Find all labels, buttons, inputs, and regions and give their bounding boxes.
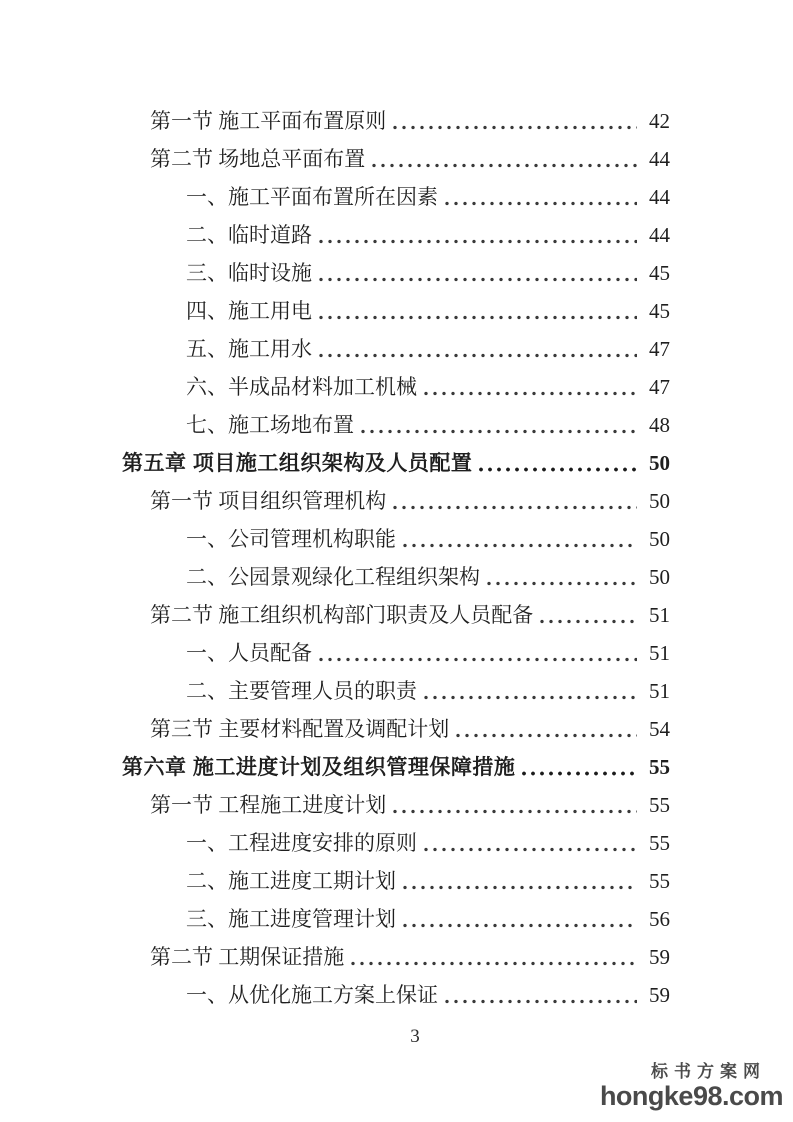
- watermark-site-url: hongke98.com: [599, 1081, 783, 1111]
- dotted-leader: [361, 429, 637, 434]
- toc-entry-section[interactable]: [122, 932, 670, 970]
- dotted-leader: [540, 619, 637, 624]
- toc-entry-page-number: 55: [649, 830, 670, 855]
- toc-entry-item[interactable]: [122, 818, 670, 856]
- toc-entry-label: 二、公园景观绿化工程组织架构: [186, 564, 480, 589]
- dotted-leader: [403, 885, 637, 890]
- dotted-leader: [393, 125, 637, 130]
- toc-entry-page-number: 51: [649, 640, 670, 665]
- toc-entry-label: 一、公司管理机构职能: [186, 526, 396, 551]
- dotted-leader: [403, 923, 637, 928]
- toc-entry-page-number: 59: [649, 982, 670, 1007]
- toc-entry-label: 二、施工进度工期计划: [186, 868, 396, 893]
- toc-entry-page-number: 51: [649, 602, 670, 627]
- toc-entry-page-number: 56: [649, 906, 670, 931]
- toc-entry-page-number: 42: [649, 108, 670, 133]
- toc-entry-label: 五、施工用水: [186, 336, 312, 361]
- toc-entry-section[interactable]: [122, 780, 670, 818]
- toc-entry-label: 第一节 施工平面布置原则: [150, 108, 387, 133]
- dotted-leader: [393, 505, 637, 510]
- toc-entry-item[interactable]: [122, 628, 670, 666]
- dotted-leader: [319, 277, 637, 282]
- toc-entry-page-number: 48: [649, 412, 670, 437]
- dotted-leader: [351, 961, 637, 966]
- dotted-leader: [487, 581, 637, 586]
- toc-entry-page-number: 44: [649, 222, 670, 247]
- toc-entry-label: 一、人员配备: [186, 640, 312, 665]
- toc-entry-item[interactable]: [122, 362, 670, 400]
- toc-entry-item[interactable]: [122, 286, 670, 324]
- toc-entry-item[interactable]: [122, 856, 670, 894]
- toc-entry-label: 一、从优化施工方案上保证: [186, 982, 438, 1007]
- toc-entry-label: 三、临时设施: [186, 260, 312, 285]
- toc-entry-item[interactable]: [122, 552, 670, 590]
- watermark: [600, 1063, 783, 1110]
- toc-entry-item[interactable]: [122, 400, 670, 438]
- toc-entry-page-number: 55: [649, 868, 670, 893]
- toc-entry-label: 第二节 工期保证措施: [150, 944, 345, 969]
- dotted-leader: [424, 847, 637, 852]
- toc-entry-section[interactable]: [122, 704, 670, 742]
- toc-entry-page-number: 55: [649, 754, 670, 779]
- toc-entry-label: 一、工程进度安排的原则: [186, 830, 417, 855]
- dotted-leader: [403, 543, 637, 548]
- toc-entry-label: 六、半成品材料加工机械: [186, 374, 417, 399]
- toc-entry-page-number: 54: [649, 716, 670, 741]
- dotted-leader: [424, 695, 637, 700]
- toc-entry-label: 四、施工用电: [186, 298, 312, 323]
- toc-entry-label: 第三节 主要材料配置及调配计划: [150, 716, 450, 741]
- footer-page-number: 3: [410, 1026, 420, 1047]
- toc-entry-item[interactable]: [122, 248, 670, 286]
- toc-entry-page-number: 50: [649, 526, 670, 551]
- dotted-leader: [445, 201, 637, 206]
- toc-entry-section[interactable]: [122, 96, 670, 134]
- dotted-leader: [319, 315, 637, 320]
- toc-list: [122, 96, 670, 1008]
- toc-entry-page-number: 50: [649, 450, 670, 475]
- toc-entry-chapter[interactable]: [122, 438, 670, 476]
- dotted-leader: [424, 391, 637, 396]
- watermark-site-name: 标书方案网: [651, 1062, 766, 1081]
- toc-entry-item[interactable]: [122, 894, 670, 932]
- toc-entry-label: 第一节 项目组织管理机构: [150, 488, 387, 513]
- toc-entry-label: 七、施工场地布置: [186, 412, 354, 437]
- toc-entry-item[interactable]: [122, 324, 670, 362]
- toc-entry-section[interactable]: [122, 590, 670, 628]
- toc-entry-section[interactable]: [122, 134, 670, 172]
- toc-entry-item[interactable]: [122, 666, 670, 704]
- toc-entry-section[interactable]: [122, 476, 670, 514]
- toc-entry-label: 第一节 工程施工进度计划: [150, 792, 387, 817]
- toc-entry-page-number: 55: [649, 792, 670, 817]
- toc-entry-page-number: 47: [649, 336, 670, 361]
- toc-entry-label: 一、施工平面布置所在因素: [186, 184, 438, 209]
- toc-entry-item[interactable]: [122, 172, 670, 210]
- toc-entry-page-number: 59: [649, 944, 670, 969]
- dotted-leader: [479, 467, 637, 472]
- toc-entry-page-number: 44: [649, 184, 670, 209]
- toc-entry-page-number: 44: [649, 146, 670, 171]
- dotted-leader: [522, 771, 637, 776]
- dotted-leader: [372, 163, 637, 168]
- toc-entry-page-number: 50: [649, 488, 670, 513]
- toc-entry-label: 第六章 施工进度计划及组织管理保障措施: [122, 755, 516, 779]
- dotted-leader: [456, 733, 637, 738]
- toc-entry-page-number: 51: [649, 678, 670, 703]
- dotted-leader: [319, 657, 637, 662]
- toc-entry-page-number: 47: [649, 374, 670, 399]
- toc-entry-label: 三、施工进度管理计划: [186, 906, 396, 931]
- toc-entry-chapter[interactable]: [122, 742, 670, 780]
- toc-entry-item[interactable]: [122, 970, 670, 1008]
- toc-entry-page-number: 45: [649, 298, 670, 323]
- toc-entry-label: 二、临时道路: [186, 222, 312, 247]
- toc-entry-label: 第二节 场地总平面布置: [150, 146, 366, 171]
- toc-entry-label: 二、主要管理人员的职责: [186, 678, 417, 703]
- toc-entry-page-number: 45: [649, 260, 670, 285]
- dotted-leader: [445, 999, 637, 1004]
- dotted-leader: [319, 353, 637, 358]
- toc-entry-label: 第二节 施工组织机构部门职责及人员配备: [150, 602, 534, 627]
- toc-entry-page-number: 50: [649, 564, 670, 589]
- toc-entry-item[interactable]: [122, 210, 670, 248]
- toc-entry-label: 第五章 项目施工组织架构及人员配置: [122, 451, 473, 475]
- toc-entry-item[interactable]: [122, 514, 670, 552]
- dotted-leader: [393, 809, 637, 814]
- dotted-leader: [319, 239, 637, 244]
